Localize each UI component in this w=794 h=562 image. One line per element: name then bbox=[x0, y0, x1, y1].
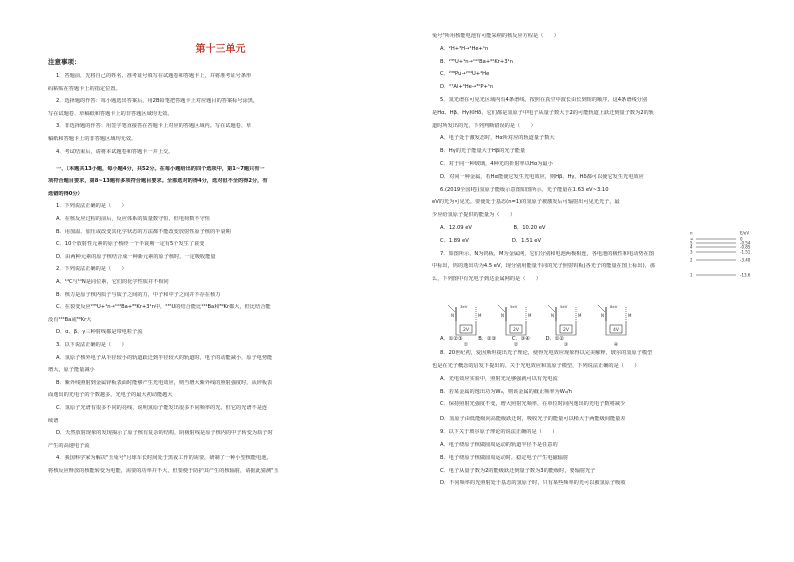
level-energy-label: -0.54 bbox=[740, 240, 751, 246]
level-n-label: 3 bbox=[690, 249, 693, 255]
text-line: D．不同频率的光照射处于基态的氢原子时，只有某些频率的光可以被氢原子吸收 bbox=[440, 480, 626, 487]
circuit-4 bbox=[598, 304, 632, 348]
text-line: A．¹⁴C与¹⁴N是同位素，它们的化学性质并不相同 bbox=[56, 279, 169, 285]
text-line: C．保持照射光强度不变，增大照射光频率，在单位时间内逸出的光电子数将减少 bbox=[440, 401, 626, 408]
battery-voltage: 4V bbox=[613, 328, 619, 333]
level-n-label: n bbox=[690, 230, 693, 236]
photon-energy: 3eV bbox=[460, 304, 468, 309]
text-line: 兔号"所用核能电池有可能采纳的核反应方程是（ ） bbox=[432, 33, 559, 39]
text-line: 1．下列说法正确的是（ ） bbox=[56, 203, 127, 210]
level-energy-label: E/eV bbox=[740, 230, 750, 236]
text-line: 将核反应释放的核能转变为电能，需要的功率并不大，但要便于防护其产生的核辐射，请据此猜测"玉 bbox=[48, 468, 279, 474]
text-line: 8．20世纪初，爱因斯坦提出光子理论，使得光电效应现象得以完美解释，玻尔的氢原子模型 bbox=[440, 350, 653, 357]
circuit-2 bbox=[498, 304, 532, 348]
text-line: 3．非选择题的作答：用签字笔直接答在答题卡上对应的答题区域内。写在试题卷、草 bbox=[56, 123, 252, 130]
battery-voltage: 2V bbox=[463, 328, 469, 333]
plate-m-label: M bbox=[478, 313, 482, 318]
text-line: D．天然放射现象的发现揭示了原子核有复杂的结构，阴极射线是原子核内的中子转变为质子时 bbox=[56, 430, 273, 437]
unit-title: 第十三单元 bbox=[195, 44, 246, 55]
text-line: B．电子绕原子核做圆周运动时，稳定电子产生电磁辐射 bbox=[440, 454, 569, 461]
text-line: 产生的高速电子流 bbox=[48, 442, 90, 449]
battery-voltage: 2V bbox=[513, 328, 519, 333]
text-line: B．²³⁵U+¹n→¹⁴¹Ba+⁹²Kr+3¹n bbox=[440, 58, 513, 65]
energy-level-diagram bbox=[688, 230, 760, 278]
text-line: eV的光为可见光。要使处于基态(n=1)的氢原子被激发后可辐射出可见光光子，最 bbox=[432, 199, 620, 206]
text-line: 没有¹⁴⁴Ba或⁸⁹Kr大 bbox=[48, 316, 92, 323]
plate-m-label: M bbox=[578, 313, 582, 318]
text-line: 码粘贴在答题卡上的指定位置。 bbox=[48, 85, 121, 92]
battery-voltage: 2V bbox=[563, 328, 569, 333]
text-line: B．若某金属的逸出功为W₀，则该金属的截止频率为W₀/h bbox=[440, 388, 572, 395]
level-energy-label: -1.51 bbox=[740, 249, 751, 255]
photon-energy: 5eV bbox=[510, 304, 518, 309]
level-n-label: 5 bbox=[690, 240, 693, 246]
text-line: 也是在光子概念的启发下提出的。关于光电效应和氢原子模型，下列说法正确的是（ ） bbox=[432, 363, 640, 369]
text-line: C．1.89 eV D．1.51 eV bbox=[440, 237, 542, 244]
text-line: 4．考试结束后，请将本试题卷和答题卡一并上交。 bbox=[56, 148, 174, 155]
circuit-number: ① bbox=[463, 342, 469, 348]
text-line: D．²⁷Al+⁴He→³⁰P+¹n bbox=[440, 84, 494, 91]
level-n-label: 1 bbox=[690, 272, 693, 278]
plate-n-label: N bbox=[451, 313, 454, 318]
text-line: 2．选择题的作答：每小题选出答案后，用2B铅笔把答题卡上对应题目的答案标号涂黑， bbox=[56, 98, 259, 105]
text-line: B．用加温、加压或改变其化学状态的方法都不能改变放射性原子核的半衰期 bbox=[56, 228, 231, 235]
circuit-number: ④ bbox=[613, 342, 619, 348]
text-line: D．对同一种金属，若Hα能使它发生光电效应，则Hβ、Hγ、Hδ都可以使它发生光电效应 bbox=[440, 173, 644, 180]
text-line: C．10个放射性元素的原子核经一个半衰期一定有5个发生了衰变 bbox=[56, 241, 205, 248]
text-line: 道时所发出的光，下列判断错误的是（ ） bbox=[432, 122, 536, 129]
text-line: 是Hα、Hβ、Hγ和Hδ，它们都是氢原子中电子从量子数大于2的可能轨道上跃迁到量子数为2的轨 bbox=[432, 109, 654, 116]
text-line: 4．我国科学家为解决"玉兔号"月球车长时间处于黑夜工作的需要，研制了一种小型核能电池， bbox=[56, 455, 272, 462]
text-line: A．12.09 eV B．10.20 eV bbox=[440, 225, 546, 231]
text-line: 一、（本题共13小题，每小题4分，共52分。在每小题给出的四个选项中，第1~7题只有一 bbox=[56, 165, 265, 172]
text-line: A．在核反应过程的前后，反应体系的质量数守恒，但电荷数不守恒 bbox=[56, 216, 210, 222]
text-line: C．电子从量子数为2的能级跃迁到量子数为3的能级时，要辐射光子 bbox=[440, 467, 596, 474]
text-line: A．氢原子核外电子从半径较小的轨道跃迁到半径较大的轨道时，电子的动能减小，原子电势能 bbox=[56, 354, 273, 361]
circuit-number: ② bbox=[513, 342, 519, 348]
text-line: D．氢原子由低能级向高能级跃迁时，吸收光子的能量可以稍大于两能级间能量差 bbox=[440, 416, 626, 423]
level-energy-label: -3.40 bbox=[740, 257, 751, 263]
text-line: 项符合题目要求，第8~13题有多项符合题目要求。全部选对的得4分，选对但不全的得2分，有 bbox=[48, 178, 268, 185]
text-line: A．电子绕原子核做圆周运动的轨道半径不是任意的 bbox=[440, 442, 558, 448]
text-line: A．²H+³H→⁴He+¹n bbox=[440, 45, 489, 52]
photon-energy: 8eV bbox=[610, 304, 618, 309]
text-line: C．氢原子光谱有很多不同的亮线，说明氢原子能发出很多不同频率的光，但它的光谱不是连 bbox=[56, 405, 268, 411]
circuit-1 bbox=[448, 304, 482, 348]
text-line: C．在裂变反应²³⁵U+¹n→¹⁴⁴Ba+⁸⁹Kr+3¹n中，²³⁵U的结合能比¹⁴⁴Ba和⁸⁹Kr都大，但比结合能 bbox=[56, 304, 271, 311]
plate-m-label: M bbox=[528, 313, 532, 318]
text-line: A．①②③ B．②③ C．③④ D．①② bbox=[440, 336, 565, 343]
notice-heading: 注意事项： bbox=[48, 58, 81, 66]
text-line: 稿纸和答题卡上的非答题区域均无效。 bbox=[48, 136, 137, 142]
text-line: B．核力是原子核内质子与质子之间的力，中子和中子之间并不存在核力 bbox=[56, 291, 221, 298]
text-line: 续谱 bbox=[48, 417, 59, 424]
level-n-label: ∞ bbox=[690, 236, 694, 242]
text-line: 增大，原子能量减小 bbox=[48, 367, 95, 374]
text-line: 写在试题卷、草稿纸和答题卡上的非答题区域均无效。 bbox=[48, 110, 173, 117]
circuit-number: ③ bbox=[563, 342, 569, 348]
text-line: D．由两种元素的原子核结合成一种新元素的原子核时，一定吸收能量 bbox=[56, 253, 216, 260]
text-line: A．电子处于激发态时，Hα所对应的轨道量子数大 bbox=[440, 135, 555, 142]
level-energy-label: -0.85 bbox=[740, 244, 751, 250]
text-line: 2．下列说法正确的是（ ） bbox=[56, 266, 127, 273]
level-energy-label: 0 bbox=[740, 236, 743, 242]
text-line: C．²³⁸Pu→²³⁴U+⁴He bbox=[440, 71, 490, 78]
level-n-label: 2 bbox=[690, 257, 693, 263]
plate-n-label: N bbox=[551, 313, 554, 318]
text-line: 面逸出的光电子的个数越多，光电子的最大初动能越大 bbox=[48, 392, 173, 399]
plate-n-label: N bbox=[501, 313, 504, 318]
text-line: C．对于同一种玻璃，4种光的折射率以Hα为最小 bbox=[440, 161, 553, 167]
text-line: 9．以下关于玻尔原子理论的说法正确的是（ ） bbox=[440, 429, 558, 436]
text-line: 么，下列图中有光电子到达金属网的是（ ） bbox=[432, 276, 541, 283]
circuit-diagrams bbox=[442, 303, 642, 351]
text-line: 中标出，钨的逸出功为4.5 eV，现分别用能量不同的光子照射钨板(各光子的能量在图上标出)，那 bbox=[432, 263, 655, 270]
level-energy-label: -13.6 bbox=[740, 272, 751, 278]
photon-energy: 5eV bbox=[560, 304, 568, 309]
text-line: 1．答题前，先将自己的姓名、准考证号填写在试题卷和答题卡上，并将准考证号条形 bbox=[56, 73, 252, 79]
text-line: B．Hγ的光子能量大于Hβ的光子能量 bbox=[440, 148, 526, 155]
text-line: D．α、β、γ三种射线都是带电粒子流 bbox=[56, 329, 143, 336]
text-line: B．紫外线照射到金属锌板表面时能够产生光电效应，则当增大紫外线的照射强度时，从锌板表 bbox=[56, 379, 273, 386]
plate-m-label: M bbox=[628, 313, 632, 318]
text-line: 7．如图所示，N为钨板，M为金属网，它们分别和电池两极相连，各电池的极性和电动势在图 bbox=[440, 250, 654, 257]
text-line: 3．以下说法正确的是（ ） bbox=[56, 342, 127, 348]
plate-n-label: N bbox=[601, 313, 604, 318]
text-line: 6.(2019全国I卷)氢原子能级示意图如图所示。光子能量在1.63 eV~3.10 bbox=[440, 186, 609, 193]
text-line: 选错的得0分） bbox=[48, 190, 83, 197]
text-line: 少应给氢原子提供的能量为（ ） bbox=[432, 212, 516, 219]
level-n-label: 4 bbox=[690, 244, 693, 250]
text-line: 5．氢光谱在可见光区域内有4条谱线，按照在真空中波长由长到短的顺序，这4条谱线分别 bbox=[440, 97, 648, 103]
text-line: A．光电效应实验中，照射光足够强就可以有光电流 bbox=[440, 375, 558, 382]
circuit-3 bbox=[548, 304, 582, 348]
